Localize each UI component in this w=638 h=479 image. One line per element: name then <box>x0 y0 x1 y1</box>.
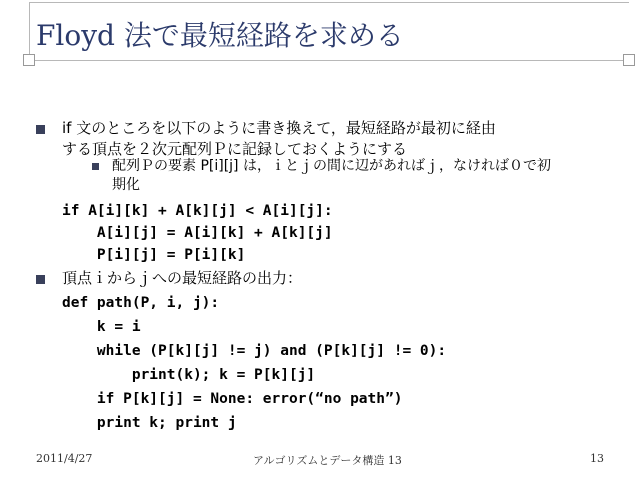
footer-date: 2011/4/27 <box>36 452 93 465</box>
footer-page-number: 13 <box>590 452 604 465</box>
code-line: P[i][j] = P[i][k] <box>62 247 246 263</box>
rule-corner-square-right <box>623 54 635 66</box>
sub-bullet-line-1: 配列Ｐの要素 P[i][j] は，ｉとｊの間に辺があればｊ，なければ０で初 <box>112 158 551 174</box>
bullet-square-icon <box>36 125 45 134</box>
code-line: while (P[k][j] != j) and (P[k][j] != 0): <box>62 343 447 359</box>
slide-title: Floyd 法で最短経路を求める <box>36 19 404 52</box>
sub-bullet-square-icon <box>92 163 99 170</box>
title-underline <box>29 60 629 61</box>
code-line: print k; print j <box>62 415 237 431</box>
code-line: k = i <box>62 319 141 335</box>
code-line: if P[k][j] = None: error(“no path”) <box>62 391 403 407</box>
code-line: print(k); k = P[k][j] <box>62 367 316 383</box>
code-line: if A[i][k] + A[k][j] < A[i][j]: <box>62 203 333 219</box>
code-line: def path(P, i, j): <box>62 295 220 311</box>
sub-bullet-line-2: 期化 <box>112 177 140 193</box>
bullet-2: 頂点ｉからｊへの最短経路の出力： <box>62 269 303 287</box>
left-rule <box>29 2 30 60</box>
code-line: A[i][j] = A[i][k] + A[k][j] <box>62 225 333 241</box>
rule-corner-square-left <box>23 54 35 66</box>
bullet-1-line-1: if 文のところを以下のように書き換えて，最短経路が最初に経由 <box>62 119 496 137</box>
bullet-1-line-2: する頂点を２次元配列Ｐに記録しておくようにする <box>62 140 408 158</box>
bullet-square-icon <box>36 275 45 284</box>
top-rule <box>29 2 629 3</box>
footer-course: アルゴリズムとデータ構造 13 <box>253 454 402 467</box>
